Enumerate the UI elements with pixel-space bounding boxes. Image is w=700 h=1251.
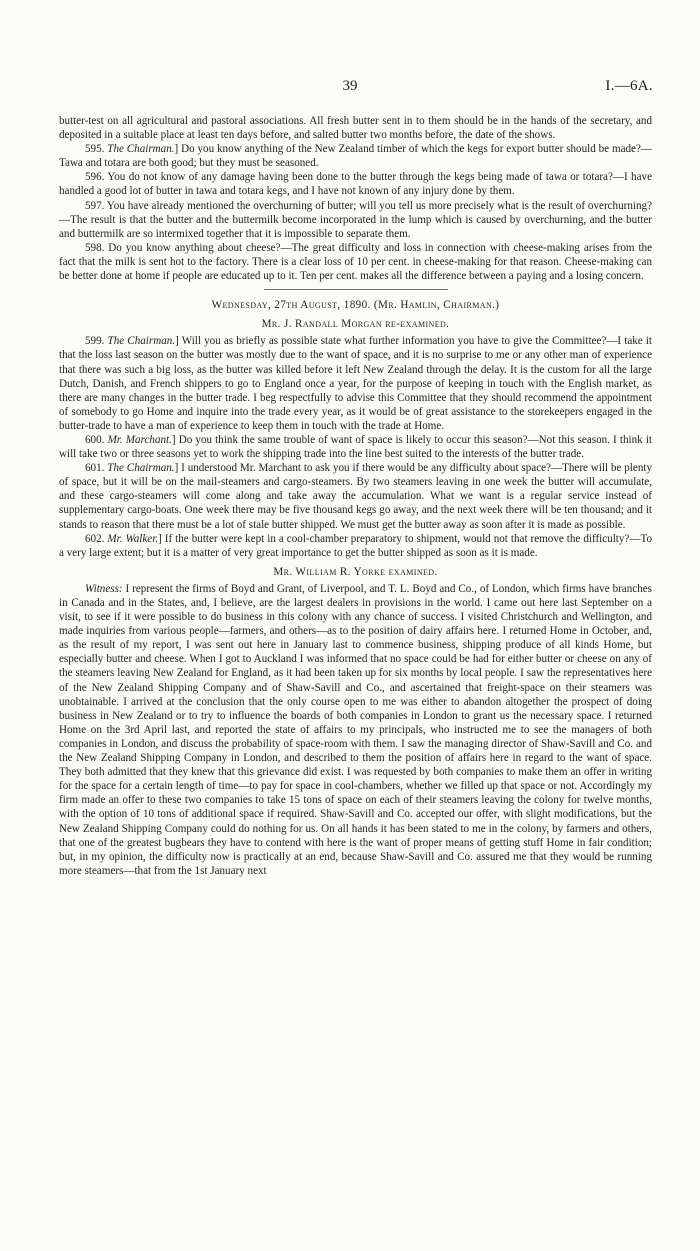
question-595 — [59, 142, 652, 170]
page-number: 39 — [342, 78, 358, 94]
question-text: ] Will you as briefly as possible state what further information you have to give the Committee?—I take it that the loss last season on the butter was mostly due to the want of space, and it is no surprise to me or any other man of experience that there was such a big loss, as the butter was killed before it left New Zealand through the delay. It is the custom for all the large Dutch, Danish, and French shippers to go to England once a year, for the purpose of keeping in touch with the English market, as there are many changes in the butter trade. I beg respectfully to advise this Committee that they should recommend the appointment of somebody to go Home and inquire into the trade every year, as it would be of great assistance to the storekeepers engaged in the butter-trade to have a man of experience to keep them in touch with the trade at Home. — [59, 335, 652, 432]
question-599 — [59, 334, 652, 433]
witness-statement — [59, 582, 652, 878]
witness-label: Witness: — [85, 582, 123, 595]
question-600 — [59, 433, 652, 461]
speaker: The Chairman. — [107, 462, 175, 475]
page-header — [0, 78, 700, 98]
question-598: 598. Do you know anything about cheese?—The great difficulty and loss in connection with cheese-making arises from the fact that the milk is sent hot to the factory. There is a clear loss of 10 per cent. in cheese-making for that reason. Cheese-making can be better done at home if people are educated up to it. Ten per cent. makes all the difference between a paying and a losing concern. — [59, 241, 652, 283]
speaker: Mr. Walker. — [107, 532, 159, 545]
speaker: The Chairman. — [107, 143, 175, 156]
question-text: ] I understood Mr. Marchant to ask you if there would be any difficulty about space?—There will be plenty of space, but it will be on the mail-steamers and cargo-steamers. By two steamers leaving in one week the butter will accumulate, and these cargo-steamers will come along and take away the accumulation. What we want is a regular service instead of supplementary cargo-boats. One week there may be five thousand kegs go away, and the next week there will be ten thousand; and it stands to reason that there must be a lot of stale butter shipped. We must get the butter away as soon after it is made as possible. — [59, 462, 652, 531]
document-reference: I.—6A. — [605, 78, 653, 94]
question-number: 599. — [85, 335, 105, 348]
witness-heading-morgan: Mr. J. Randall Morgan re-examined. — [261, 318, 450, 331]
session-heading: Wednesday, 27th August, 1890. (Mr. Hamlin, Chairman.) — [211, 299, 500, 312]
paragraph-continuation: butter-test on all agricultural and pastoral associations. All fresh butter sent in to them should be in the hands of the secretary, and deposited in a suitable place at least ten days before, and salted butter two months before, the date of the shows. — [59, 115, 652, 142]
question-number: 595. — [85, 143, 105, 156]
question-text: ] Do you think the same trouble of want of space is likely to occur this season?—Not this season. I think it will take two or three seasons yet to work the shipping trade into the line best suited to the interests of the butter trade. — [59, 433, 652, 461]
speaker: Mr. Marchant. — [107, 433, 172, 446]
question-597: 597. You have already mentioned the overchurning of butter; will you tell us more precisely what is the result of overchurning?—The result is that the butter and the buttermilk become incorporated in the lump which is caused by overchurning, and the butter and buttermilk are so intermixed together that it is impossible to separate them. — [59, 199, 652, 240]
question-text: ] If the butter were kept in a cool-chamber preparatory to shipment, would not that remove the difficulty?—To a very large extent; but it is a matter of very great importance to get the butter shipped as soon as it is made. — [59, 532, 652, 559]
question-text: ] Do you know anything of the New Zealand timber of which the kegs for export butter should be made?—Tawa and totara are both good; but they must be seasoned. — [59, 143, 652, 170]
question-number: 602. — [85, 532, 105, 545]
witness-heading-yorke: Mr. William R. Yorke examined. — [273, 565, 438, 578]
question-601 — [59, 461, 652, 531]
question-number: 600. — [85, 433, 105, 446]
page-body — [59, 114, 652, 878]
question-number: 601. — [85, 462, 105, 475]
question-602 — [59, 532, 652, 560]
speaker: The Chairman. — [107, 335, 176, 348]
statement-text: I represent the firms of Boyd and Grant, of Liverpool, and T. L. Boyd and Co., of London, which firms have branches in Canada and in the States, and, I believe, are the largest dealers in provisions in the world. I came out here last September on a visit, to see if it were possible to do business in this colony with any chance of success. I visited Christchurch and Wellington, and made inquiries from various people—farmers, and others—as to the position of dairy affairs here. I returned Home in October, and, as the result of my report, I was sent out here in January last to commence business, shipping produce of all kinds Home, but especially butter and cheese. When I got to Auckland I was informed that no space could be had for either butter or cheese on any of the steamers leaving New Zealand for England, as it had been taken up for six months by local people. I saw the representatives here of the New Zealand Shipping Company and of Shaw-Savill and Co., and ascertained that freight-space on their steamers was unobtainable. I arrived at the conclusion that the only course open to me was either to abandon altogether the prospect of doing business in New Zealand or to try to influence the boards of both companies in London to grant us the necessary space. I returned Home on the 3rd April last, and reported the state of affairs to my principals, who instructed me to see the managers of both companies in London, and discuss the probability of space-room with them. I saw the managing director of Shaw-Savill and Co. and the New Zealand Shipping Company in London, and described to them the position of affairs here in regard to the want of space. They both admitted that they knew that this grievance did exist. I was requested by both companies to make them an offer in writing for the space for a certain length of time—to pay for space in cool-chambers, whether we filled up that space or not. Accordingly my firm made an offer to these two companies to take 15 tons of space on each of their steamers leaving the colony for twelve months, with the option of 10 tons of additional space if required. Shaw-Savill and Co. accepted our offer, with slight modifications, but the New Zealand Shipping Company could do nothing for us. On all hands it has been stated to me in the colony, by farmers and others, that one of the greatest bugbears they have to contend with here is the want of proper means of getting stuff Home in fair condition; but, in my opinion, the difficulty now is practically at an end, because Shaw-Savill and Co. assured me that they would be running more steamers—that from the 1st January next — [59, 582, 652, 877]
question-596: 596. You do not know of any damage having been done to the butter through the kegs being made of tawa or totara?—I have handled a good lot of butter in tawa and totara kegs, and I have not known of any injury done by them. — [59, 171, 652, 198]
section-divider — [264, 289, 448, 290]
